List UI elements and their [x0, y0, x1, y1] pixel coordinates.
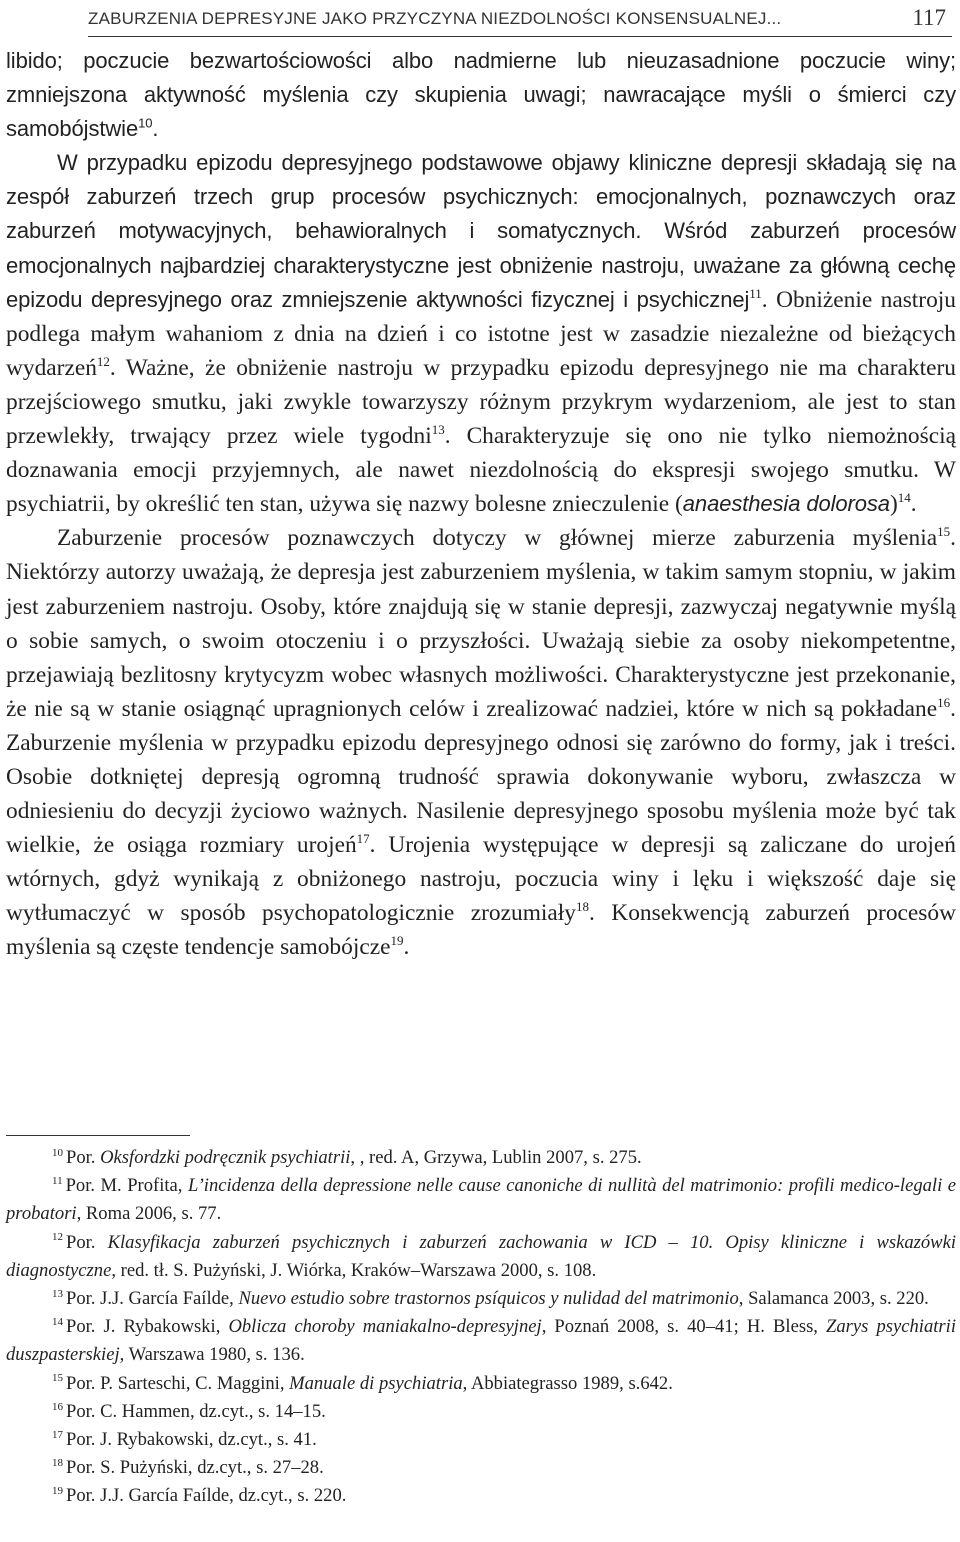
main-text: [6, 44, 956, 965]
footnote-18: [6, 1454, 956, 1482]
footnote-title: Nuevo estudio sobre trastornos psíquicos y nulidad del matrimonio: [238, 1288, 739, 1310]
footnote-ref[interactable]: 12: [96, 354, 110, 370]
footnote-separator: [6, 1135, 190, 1136]
footnote-title: Zarys psychiatrii duszpasterskiej: [6, 1316, 957, 1366]
footnote-11: [6, 1172, 956, 1228]
footnote-title: Oksfordzki podręcznik psychiatrii: [100, 1147, 351, 1168]
footnote-title: Klasyfikacja zaburzeń psychicznych i zaburzeń zachowania w ICD – 10. Opisy kliniczne i wskazówki diagnostyczne: [6, 1231, 956, 1281]
footnote-ref[interactable]: 19: [390, 933, 404, 949]
footnote-title: L’incidenza della depressione nelle cause canoniche di nullità del matrimonio: profili medico-legali e probatori: [6, 1175, 956, 1225]
paragraph-3: [6, 521, 956, 964]
paragraph-text: .: [152, 116, 159, 142]
paragraph-text: . Ważne, że obniżenie nastroju w przypadku epizodu depresyjnego nie ma charakteru przejściowego smutku, jaki zwykle towarzyszy różnym przykrym wydarzeniom, ale jest to stan przewlekły, trwający przez wiele tygodni: [6, 354, 956, 450]
footnote-number: 17: [52, 1428, 63, 1441]
footnote-17: [6, 1426, 956, 1454]
paragraph-2: [6, 146, 956, 521]
paragraph-text: . Charakteryzuje się ono nie tylko niemożnością doznawania emocji przyjemnych, ale nawet niezdolnością do ekspresji swojego smutku. W psychiatrii, by określić ten stan, używa się nazwy bolesne znieczulenie (: [6, 423, 956, 518]
paragraph-text: . Konsekwencją zaburzeń procesów myślenia są częste tendencje samobójcze: [6, 900, 957, 961]
footnote-16: [6, 1398, 956, 1426]
paragraph-text: . Urojenia występujące w depresji są zaliczane do urojeń wtórnych, gdyż wynikają z obniżonego nastroju, poczucia winy i lęku i większość daje się wytłumaczyć w sposób psychopatologicznie zrozumiały: [6, 832, 956, 927]
footnote-text: , Poznań 2008, s. 40–41; H. Bless,: [541, 1316, 827, 1338]
footnotes: [6, 1144, 956, 1511]
paragraph-text: Zaburzenie procesów poznawczych dotyczy w głównej mierze zaburzenia myślenia: [57, 525, 938, 552]
footnote-15: [6, 1370, 956, 1398]
footnote-text: Por. J.J. García Faílde,: [66, 1288, 239, 1310]
footnote-number: 12: [52, 1231, 63, 1244]
footnote-text: Por. J. Rybakowski,: [66, 1316, 229, 1338]
footnote-text: Por. J.J. García Faílde, dz.cyt., s. 220.: [66, 1485, 347, 1507]
footnote-13: [6, 1285, 956, 1313]
footnote-text: , Roma 2006, s. 77.: [76, 1203, 222, 1225]
footnote-ref[interactable]: 11: [749, 285, 762, 301]
paragraph-text: libido; poczucie bezwartościowości albo nadmierne lub nieuzasadnione poczucie winy; zmniejszona aktywność myślenia czy skupienia uwagi; nawracające myśli o śmierci czy samobójstwie: [6, 48, 956, 142]
footnote-text: , Abbiategrasso 1989, s.642.: [462, 1372, 673, 1394]
paragraph-text: .: [910, 491, 917, 518]
footnote-text: Por. M. Profita,: [65, 1175, 188, 1197]
paragraph-text: ): [889, 491, 898, 518]
footnote-text: , Salamanca 2003, s. 220.: [738, 1288, 929, 1310]
footnote-text: Por. J. Rybakowski, dz.cyt., s. 41.: [66, 1429, 317, 1451]
footnote-ref[interactable]: 18: [575, 899, 589, 915]
footnote-title: Manuale di psychiatria: [289, 1372, 463, 1394]
footnote-text: Por.: [66, 1231, 108, 1253]
paragraph-text: .: [403, 934, 410, 961]
footnote-text: , Warszawa 1980, s. 136.: [119, 1344, 305, 1366]
footnote-text: , , red. A, Grzywa, Lublin 2007, s. 275.: [350, 1147, 642, 1168]
paragraph-text: W przypadku epizodu depresyjnego podstawowe objawy kliniczne depresji składają się na zespół zaburzeń trzech grup procesów psychicznych: emocjonalnych, poznawczych oraz zaburzeń motywacyjnych, behawioralnych i somatycznych. Wśród zaburzeń procesów emocjonalnych najbardziej charakterystyczne jest obniżenie nastroju, uważane za główną cechę epizodu depresyjnego oraz zmniejszenie aktywności fizycznej i psychicznej: [6, 150, 956, 312]
footnote-19: [6, 1482, 956, 1510]
footnote-number: 10: [52, 1146, 63, 1159]
footnote-number: 13: [52, 1287, 63, 1300]
paragraph-text: . Niektórzy autorzy uważają, że depresja jest zaburzeniem myślenia, w takim samym stopniu, w jakim jest zaburzeniem nastroju. Osoby, które znajdują się w stanie depresji, zazwyczaj negatywnie myślą o sobie samych, o swoim otoczeniu i o przyszłości. Uważają siebie za osoby niekompetentne, przejawiają bezlitosny krytycyzm wobec własnych możliwości. Charakterystyczne jest przekonanie, że nie są w stanie osiągnąć upragnionych celów i zrealizować nadziei, które w nich są pokładane: [6, 525, 956, 722]
footnote-number: 19: [52, 1485, 63, 1498]
footnote-ref[interactable]: 13: [431, 422, 445, 438]
footnote-text: Por. S. Pużyński, dz.cyt., s. 27–28.: [66, 1457, 324, 1479]
footnote-text: Por. P. Sarteschi, C. Maggini,: [66, 1372, 290, 1394]
italic-term: anaesthesia dolorosa: [682, 491, 890, 517]
paragraph-1: [6, 44, 956, 146]
running-header: [88, 2, 952, 37]
footnote-number: 18: [52, 1457, 63, 1470]
footnote-text: Por. C. Hammen, dz.cyt., s. 14–15.: [66, 1400, 326, 1422]
footnote-ref[interactable]: 10: [138, 115, 153, 131]
footnote-12: [6, 1229, 956, 1285]
footnote-10: [6, 1144, 956, 1172]
footnote-title: Oblicza choroby maniakalno-depresyjnej: [228, 1316, 542, 1338]
paragraph-text: . Obniżenie nastroju podlega małym wahaniom z dnia na dzień i co istotne jest w zasadzie niezależne od bieżących wydarzeń: [6, 286, 956, 381]
footnote-ref[interactable]: 16: [937, 694, 951, 710]
footnote-number: 15: [52, 1372, 63, 1385]
footnote-ref[interactable]: 15: [937, 524, 951, 540]
footnote-ref[interactable]: 17: [356, 831, 370, 847]
footnote-ref[interactable]: 14: [897, 490, 911, 506]
footnote-14: [6, 1313, 956, 1369]
footnote-text: , red. tł. S. Pużyński, J. Wiórka, Kraków–Warszawa 2000, s. 108.: [111, 1259, 597, 1281]
running-title: ZABURZENIA DEPRESYJNE JAKO PRZYCZYNA NIEZDOLNOŚCI KONSENSUALNEJ...: [88, 9, 782, 28]
paragraph-text: . Zaburzenie myślenia w przypadku epizodu depresyjnego odnosi się zarówno do formy, jak i treści. Osobie dotkniętej depresją ogromną trudność sprawia dokonywanie wyboru, zwłaszcza w odniesieniu do decyzji życiowo ważnych. Nasilenie depresyjnego sposobu myślenia może być tak wielkie, że osiąga rozmiary urojeń: [6, 695, 956, 859]
footnote-number: 14: [52, 1316, 63, 1329]
footnote-number: 11: [52, 1175, 63, 1188]
page-number: 117: [912, 5, 946, 30]
footnote-number: 16: [52, 1400, 63, 1413]
footnote-text: Por.: [66, 1147, 101, 1168]
